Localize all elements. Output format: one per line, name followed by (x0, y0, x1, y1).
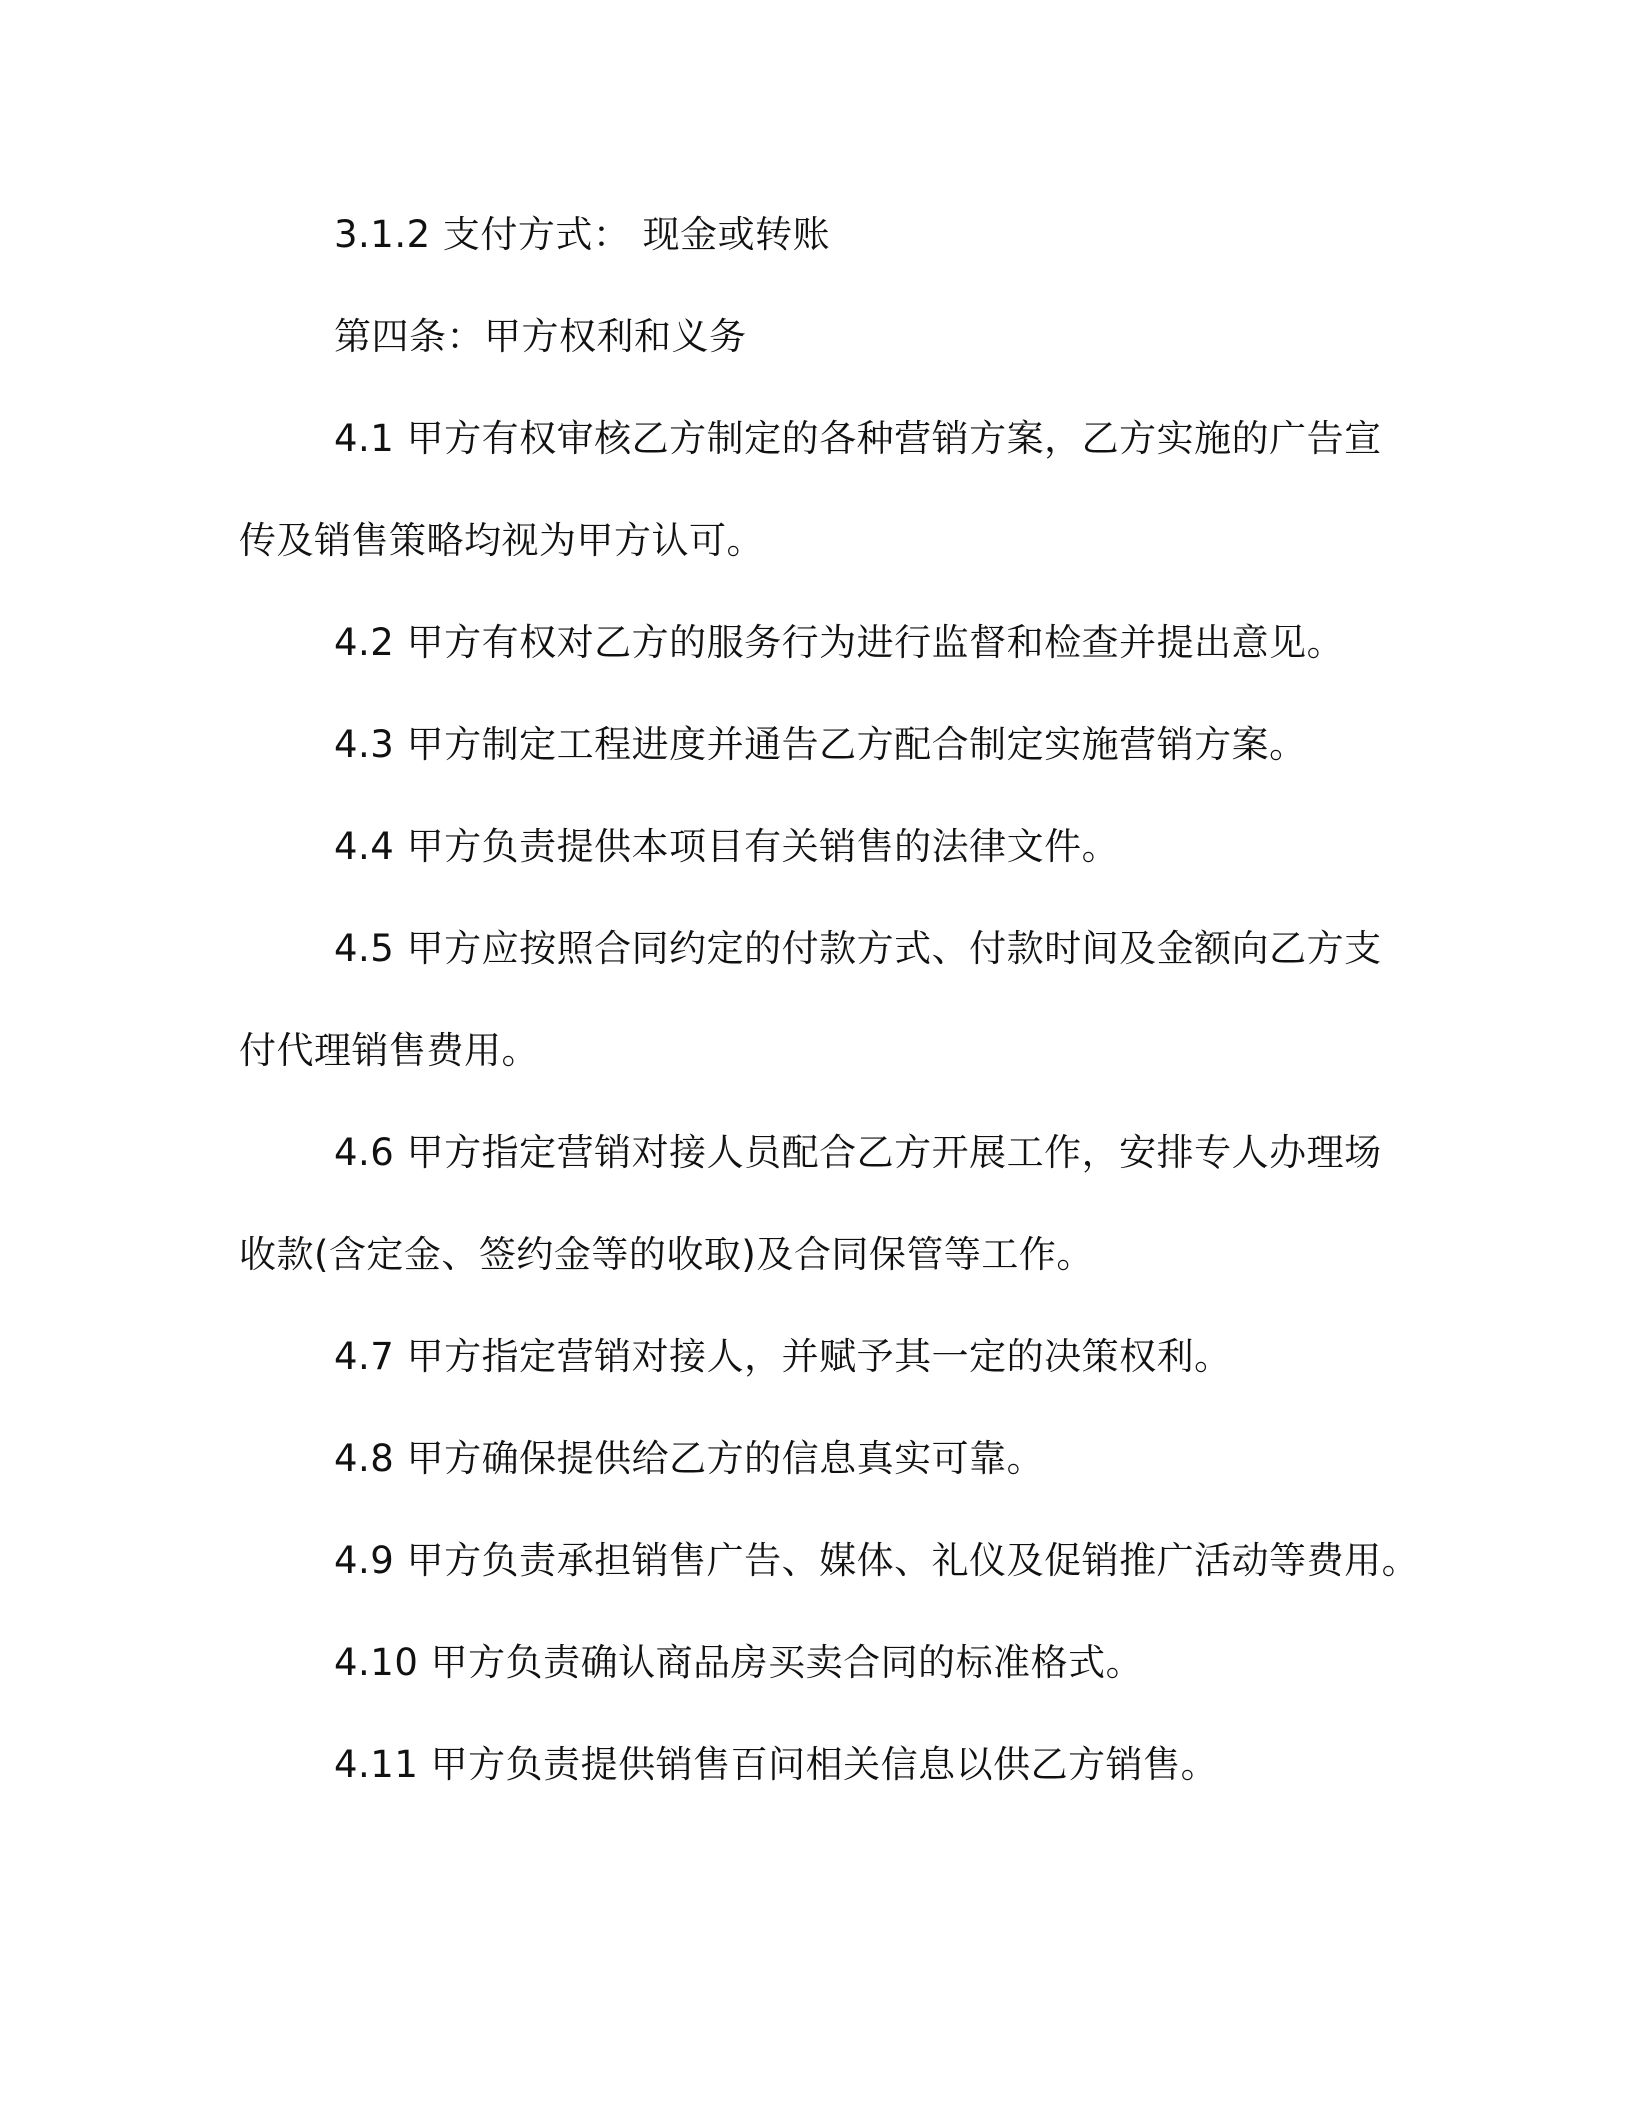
paragraph-4-7: 4.7 甲方指定营销对接人，并赋予其一定的决策权利。 (334, 1335, 1232, 1378)
paragraph-4-5: 4.5 甲方应按照合同约定的付款方式、付款时间及金额向乙方支付代理销售费用。 (239, 927, 1382, 1072)
paragraph-4-11: 4.11 甲方负责提供销售百问相关信息以供乙方销售。 (334, 1743, 1219, 1786)
document-body (239, 184, 1420, 1816)
paragraph-4-6: 4.6 甲方指定营销对接人员配合乙方开展工作，安排专人办理场收款(含定金、签约金等的收取)及合同保管等工作。 (239, 1131, 1382, 1276)
paragraph-4-4: 4.4 甲方负责提供本项目有关销售的法律文件。 (334, 825, 1120, 868)
paragraph-4-9: 4.9 甲方负责承担销售广告、媒体、礼仪及促销推广活动等费用。 (334, 1539, 1420, 1582)
paragraph-4-1: 4.1 甲方有权审核乙方制定的各种营销方案，乙方实施的广告宣传及销售策略均视为甲方认可。 (239, 417, 1382, 562)
paragraph-4-3: 4.3 甲方制定工程进度并通告乙方配合制定实施营销方案。 (334, 723, 1307, 766)
paragraph-4-8: 4.8 甲方确保提供给乙方的信息真实可靠。 (334, 1437, 1045, 1480)
section-heading-article-4: 第四条：甲方权利和义务 (334, 315, 747, 358)
paragraph-4-2: 4.2 甲方有权对乙方的服务行为进行监督和检查并提出意见。 (334, 621, 1345, 664)
paragraph-4-10: 4.10 甲方负责确认商品房买卖合同的标准格式。 (334, 1641, 1144, 1684)
paragraph-3-1-2: 3.1.2 支付方式： 现金或转账 (334, 213, 831, 256)
